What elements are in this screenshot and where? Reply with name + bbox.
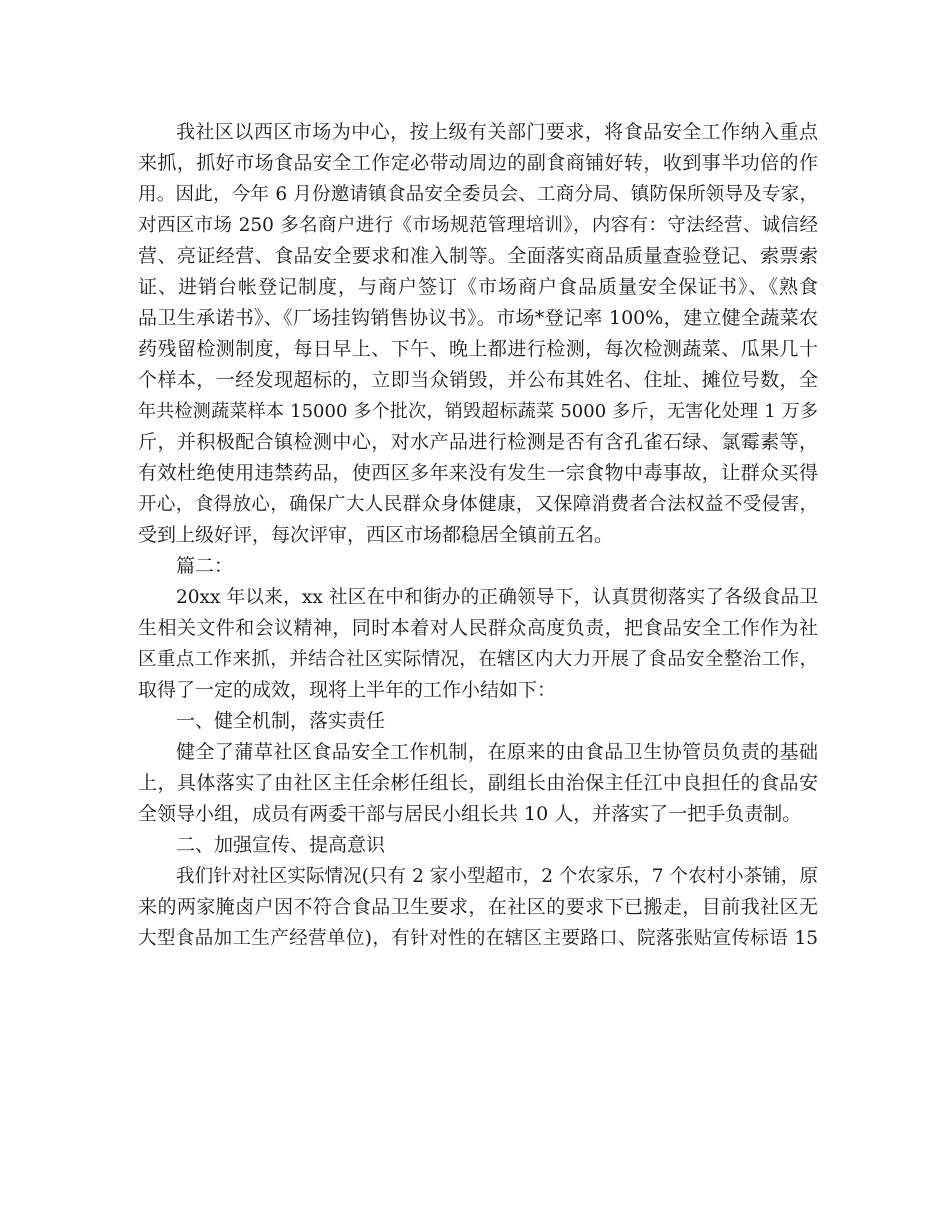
text-line: 来的两家腌卤户因不符合食品卫生要求，在社区的要求下已搬走，目前我社区无 [138, 896, 818, 918]
section-heading: 一、健全机制，落实责任 [176, 710, 386, 732]
document-body [138, 117, 818, 954]
text-line: 来抓，抓好市场食品安全工作定必带动周边的副食商铺好转，收到事半功倍的作 [138, 152, 818, 174]
section-heading: 篇二： [176, 555, 234, 577]
text-line: 药残留检测制度，每日早上、下午、晚上都进行检测，每次检测蔬菜、瓜果几十 [138, 338, 818, 360]
text-line: 区重点工作来抓，并结合社区实际情况，在辖区内大力开展了食品安全整治工作， [138, 649, 818, 670]
text-line: 个样本，一经发现超标的，立即当众销毁，并公布其姓名、住址、摊位号数，全 [138, 369, 818, 391]
text-line: 开心，食得放心，确保广大人民群众身体健康，又保障消费者合法权益不受侵害， [138, 494, 818, 515]
text-line: 年共检测蔬菜样本 15000 多个批次，销毁超标蔬菜 5000 多斤，无害化处理 1 万多 [138, 401, 818, 422]
text-line: 取得了一定的成效，现将上半年的工作小结如下： [138, 679, 557, 701]
text-line: 全领导小组，成员有两委干部与居民小组长共 10 人，并落实了一把手负责制。 [138, 803, 802, 825]
text-line: 对西区市场 250 多名商户进行《市场规范管理培训》，内容有：守法经营、诚信经 [138, 215, 818, 236]
text-line: 营、亮证经营、食品安全要求和准入制等。全面落实商品质量查验登记、索票索 [138, 245, 818, 267]
text-line: 有效杜绝使用违禁药品，使西区多年来没有发生一宗食物中毒事故，让群众买得 [138, 462, 818, 484]
text-line: 斤，并积极配合镇检测中心，对水产品进行检测是否有含孔雀石绿、氯霉素等， [138, 431, 818, 453]
text-line: 上，具体落实了由社区主任余彬任组长，副组长由治保主任江中良担任的食品安 [138, 772, 818, 794]
text-line: 品卫生承诺书》、《厂场挂钩销售协议书》。市场*登记率 100%，建立健全蔬菜农 [138, 307, 818, 329]
text-line: 大型食品加工生产经营单位)，有针对性的在辖区主要路口、院落张贴宣传标语 15 [138, 928, 818, 949]
text-line: 健全了蒲草社区食品安全工作机制，在原来的由食品卫生协管员负责的基础 [176, 741, 818, 763]
text-line: 我社区以西区市场为中心，按上级有关部门要求，将食品安全工作纳入重点 [176, 121, 818, 143]
section-heading: 二、加强宣传、提高意识 [176, 834, 386, 856]
text-line: 生相关文件和会议精神，同时本着对人民群众高度负责，把食品安全工作作为社 [138, 617, 818, 639]
text-line: 我们针对社区实际情况(只有 2 家小型超市，2 个农家乐，7 个农村小茶铺，原 [176, 866, 818, 887]
text-line: 用。因此，今年 6 月份邀请镇食品安全委员会、工商分局、镇防保所领导及专家， [138, 184, 818, 205]
text-line: 受到上级好评，每次评审，西区市场都稳居全镇前五名。 [138, 524, 614, 546]
text-line: 20xx 年以来，xx 社区在中和街办的正确领导下，认真贯彻落实了各级食品卫 [176, 587, 818, 608]
text-line: 证、进销台帐登记制度，与商户签订《市场商户食品质量安全保证书》、《熟食 [138, 276, 818, 298]
